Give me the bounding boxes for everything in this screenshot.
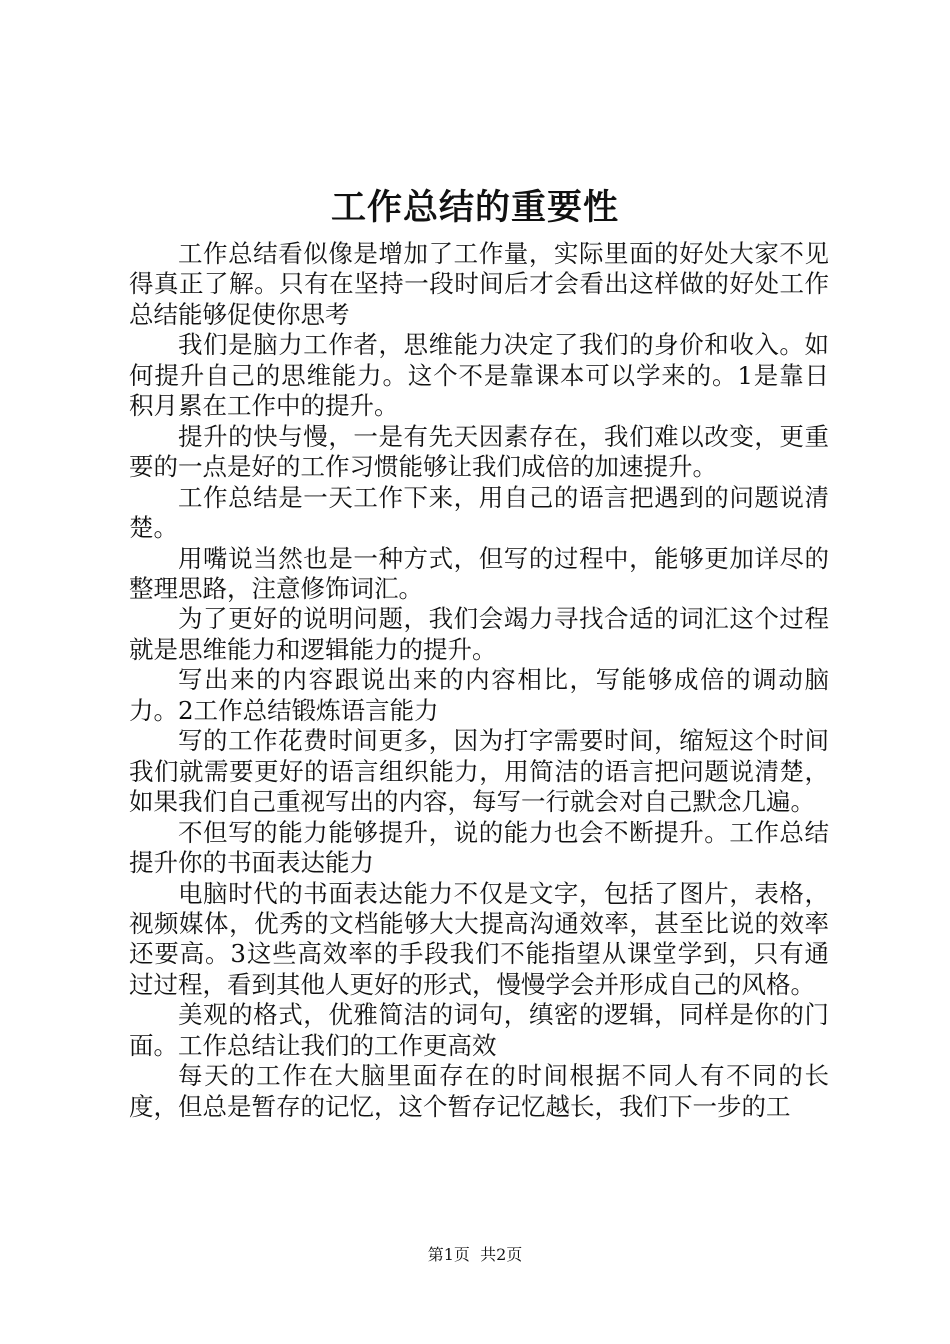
paragraph: 提升的快与慢，一是有先天因素存在，我们难以改变，更重要的一点是好的工作习惯能够让我们成倍的加速提升。 [129,421,829,482]
page-footer [0,1244,950,1266]
document-body [129,239,829,1122]
paragraph: 电脑时代的书面表达能力不仅是文字，包括了图片，表格，视频媒体，优秀的文档能够大大提高沟通效率，甚至比说的效率还要高。3这些高效率的手段我们不能指望从课堂学到，只有通过过程，看到其他人更好的形式，慢慢学会并形成自己的风格。 [129,878,829,999]
paragraph: 不但写的能力能够提升，说的能力也会不断提升。工作总结提升你的书面表达能力 [129,817,829,878]
page-total: 共2页 [480,1245,523,1264]
paragraph: 美观的格式，优雅简洁的词句，缜密的逻辑，同样是你的门面。工作总结让我们的工作更高效 [129,1000,829,1060]
paragraph: 写的工作花费时间更多，因为打字需要时间，缩短这个时间我们就需要更好的语言组织能力，用简洁的语言把问题说清楚，如果我们自己重视写出的内容，每写一行就会对自己默念几遍。 [129,726,829,817]
paragraph: 每天的工作在大脑里面存在的时间根据不同人有不同的长度，但总是暂存的记忆，这个暂存记忆越长，我们下一步的工 [129,1061,829,1121]
page-number: 第1页 [427,1245,470,1264]
paragraph: 我们是脑力工作者，思维能力决定了我们的身价和收入。如何提升自己的思维能力。这个不是靠课本可以学来的。1是靠日积月累在工作中的提升。 [129,330,829,421]
paragraph: 用嘴说当然也是一种方式，但写的过程中，能够更加详尽的整理思路，注意修饰词汇。 [129,543,829,603]
paragraph: 工作总结是一天工作下来，用自己的语言把遇到的问题说清楚。 [129,482,829,543]
paragraph: 工作总结看似像是增加了工作量，实际里面的好处大家不见得真正了解。只有在坚持一段时间后才会看出这样做的好处工作总结能够促使你思考 [129,239,829,329]
paragraph: 写出来的内容跟说出来的内容相比，写能够成倍的调动脑力。2工作总结锻炼语言能力 [129,665,829,725]
page-title: 工作总结的重要性 [330,187,619,228]
paragraph: 为了更好的说明问题，我们会竭力寻找合适的词汇这个过程就是思维能力和逻辑能力的提升。 [129,604,829,664]
